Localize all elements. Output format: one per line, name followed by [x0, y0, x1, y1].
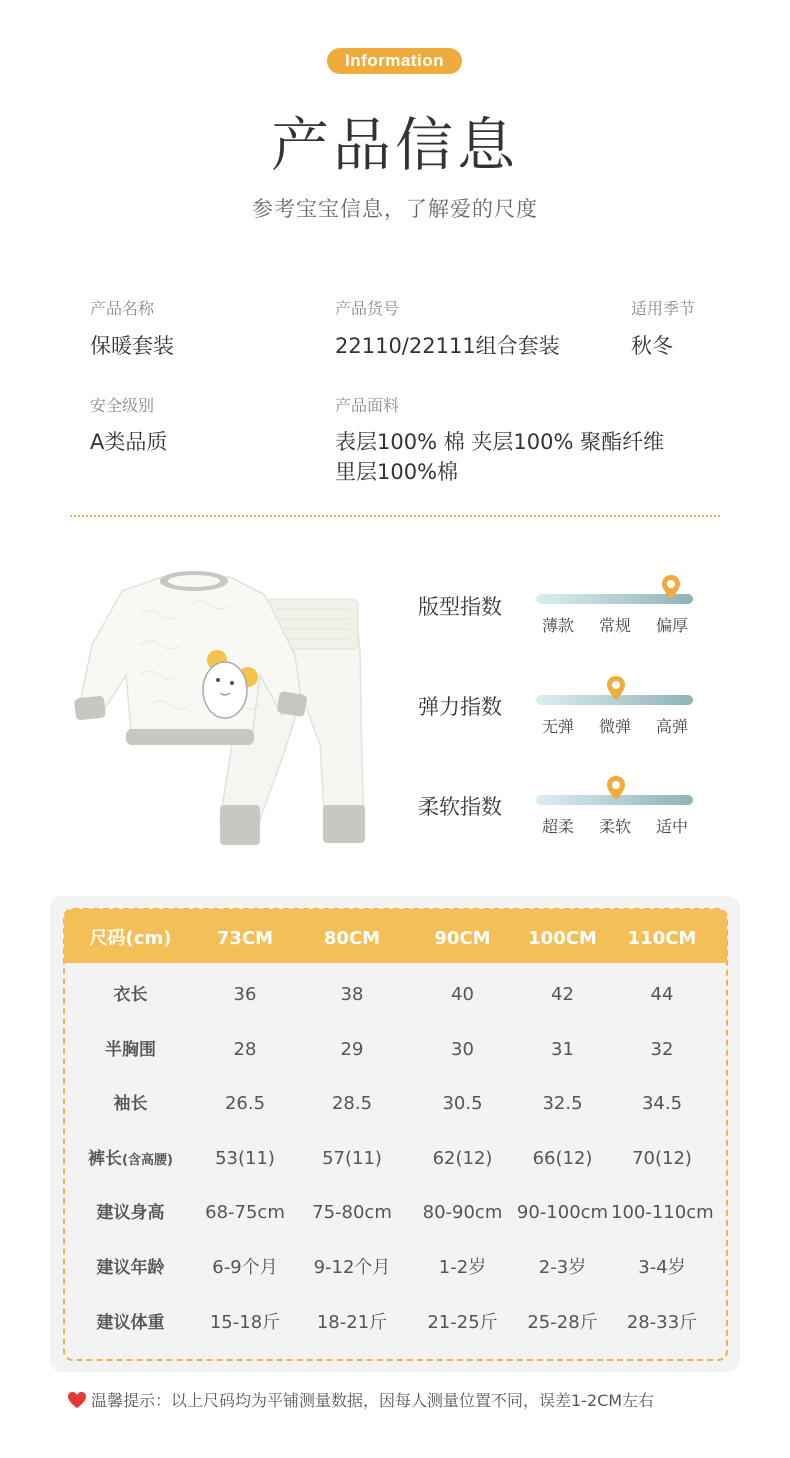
- elasticity-index-pin-icon: [606, 675, 626, 701]
- table-cell: 1-2岁: [438, 1257, 487, 1278]
- table-cell: 38: [340, 984, 364, 1005]
- row-label: 建议身高: [96, 1203, 165, 1223]
- table-cell: 62(12): [432, 1148, 493, 1169]
- table-row: [64, 968, 727, 1022]
- season-value: 秋冬: [631, 334, 673, 358]
- table-cell: 29: [340, 1039, 364, 1060]
- table-cell: 3-4岁: [638, 1257, 686, 1278]
- softness-index-tick: 柔软: [598, 817, 631, 836]
- softness-index-tick: 超柔: [541, 817, 574, 836]
- softness-index-pin-icon: [606, 775, 626, 801]
- table-cell: 25-28斤: [527, 1312, 598, 1333]
- table-cell: 34.5: [641, 1093, 683, 1114]
- size-header-label: 尺码(cm): [89, 928, 172, 949]
- product-name-label: 产品名称: [90, 299, 155, 318]
- row-label: 衣长: [113, 985, 148, 1005]
- row-label: 袖长: [113, 1094, 148, 1114]
- page-subtitle: 参考宝宝信息，了解爱的尺度: [252, 197, 538, 221]
- table-cell: 28-33斤: [626, 1312, 698, 1333]
- row-label: [64, 1132, 197, 1186]
- table-row: [64, 1023, 727, 1077]
- table-cell: 2-3岁: [538, 1257, 587, 1278]
- elasticity-index-label: 弹力指数: [418, 695, 502, 719]
- product-sku-value: 22110/22111组合套装: [335, 334, 560, 358]
- size-header-cell: 90CM: [434, 928, 491, 949]
- fit-index-label: 版型指数: [418, 595, 502, 619]
- dotted-divider: [70, 515, 720, 517]
- product-name-value: 保暖套装: [90, 334, 174, 358]
- table-cell: 9-12个月: [313, 1257, 391, 1278]
- table-cell: 68-75cm: [205, 1202, 285, 1223]
- size-header-cell: 100CM: [528, 928, 597, 949]
- table-cell: 28: [233, 1039, 257, 1060]
- elasticity-index-tick: 高弹: [655, 717, 688, 736]
- table-cell: 18-21斤: [316, 1312, 388, 1333]
- table-cell: 90-100cm: [516, 1202, 609, 1223]
- row-label: 建议体重: [96, 1313, 165, 1333]
- softness-index-tick: 适中: [655, 817, 688, 836]
- fit-index-tick: 薄款: [541, 616, 574, 635]
- row-label: 半胸围: [105, 1040, 156, 1060]
- heart-icon: [67, 1391, 87, 1409]
- fit-index-tick: 常规: [598, 616, 631, 635]
- row-label: 建议年龄: [96, 1258, 165, 1278]
- table-cell: 30.5: [442, 1093, 483, 1114]
- row-label-note: (含高腰): [122, 1153, 173, 1168]
- information-badge: Information: [327, 48, 462, 74]
- safety-level-value: A类品质: [90, 430, 168, 454]
- elasticity-index-tick: 无弹: [541, 717, 574, 736]
- safety-level-label: 安全级别: [90, 396, 155, 415]
- size-header-cell: 110CM: [627, 928, 697, 949]
- table-row: [64, 1077, 727, 1131]
- table-cell: 21-25斤: [427, 1312, 498, 1333]
- season-label: 适用季节: [631, 299, 696, 318]
- size-tip-text: 温馨提示：以上尺码均为平铺测量数据，因每人测量位置不同，误差1-2CM左右: [91, 1391, 655, 1410]
- fabric-value-line1: 表层100% 棉 夹层100% 聚酯纤维: [335, 430, 665, 454]
- elasticity-index-tick: 微弹: [598, 717, 631, 736]
- table-row: [64, 1296, 727, 1350]
- table-cell: 75-80cm: [312, 1202, 392, 1223]
- table-cell: 100-110cm: [611, 1202, 714, 1223]
- product-image: [70, 565, 380, 855]
- fabric-label: 产品面料: [335, 396, 400, 415]
- fabric-value-line2: 里层100%棉: [335, 460, 459, 484]
- table-cell: 36: [233, 984, 257, 1005]
- table-cell: 66(12): [532, 1148, 593, 1169]
- fit-index-pin-icon: [661, 574, 681, 600]
- size-header-cell: 73CM: [216, 928, 274, 949]
- table-cell: 15-18斤: [209, 1312, 281, 1333]
- table-cell: 28.5: [331, 1093, 373, 1114]
- size-header-cell: 80CM: [323, 928, 381, 949]
- fit-index-tick: 偏厚: [655, 616, 688, 635]
- table-cell: 53(11): [215, 1148, 275, 1169]
- table-cell: 30: [451, 1039, 474, 1060]
- size-table-header: [64, 909, 727, 963]
- table-cell: 57(11): [322, 1148, 382, 1169]
- table-cell: 44: [650, 984, 674, 1005]
- table-cell: 6-9个月: [212, 1257, 278, 1278]
- table-row: [64, 1132, 727, 1186]
- softness-index-label: 柔软指数: [418, 795, 502, 819]
- table-cell: 32: [650, 1039, 674, 1060]
- table-cell: 32.5: [542, 1093, 583, 1114]
- size-tip: [67, 1388, 654, 1411]
- row-label-main: 裤长: [88, 1149, 123, 1169]
- table-cell: 42: [551, 984, 574, 1005]
- table-cell: 40: [451, 984, 474, 1005]
- table-cell: 80-90cm: [422, 1202, 503, 1223]
- table-row: [64, 1186, 727, 1240]
- product-sku-label: 产品货号: [335, 299, 400, 318]
- table-row: [64, 1241, 727, 1295]
- table-cell: 31: [551, 1039, 574, 1060]
- page-title: 产品信息: [270, 111, 519, 179]
- table-cell: 26.5: [224, 1093, 266, 1114]
- table-cell: 70(12): [632, 1148, 692, 1169]
